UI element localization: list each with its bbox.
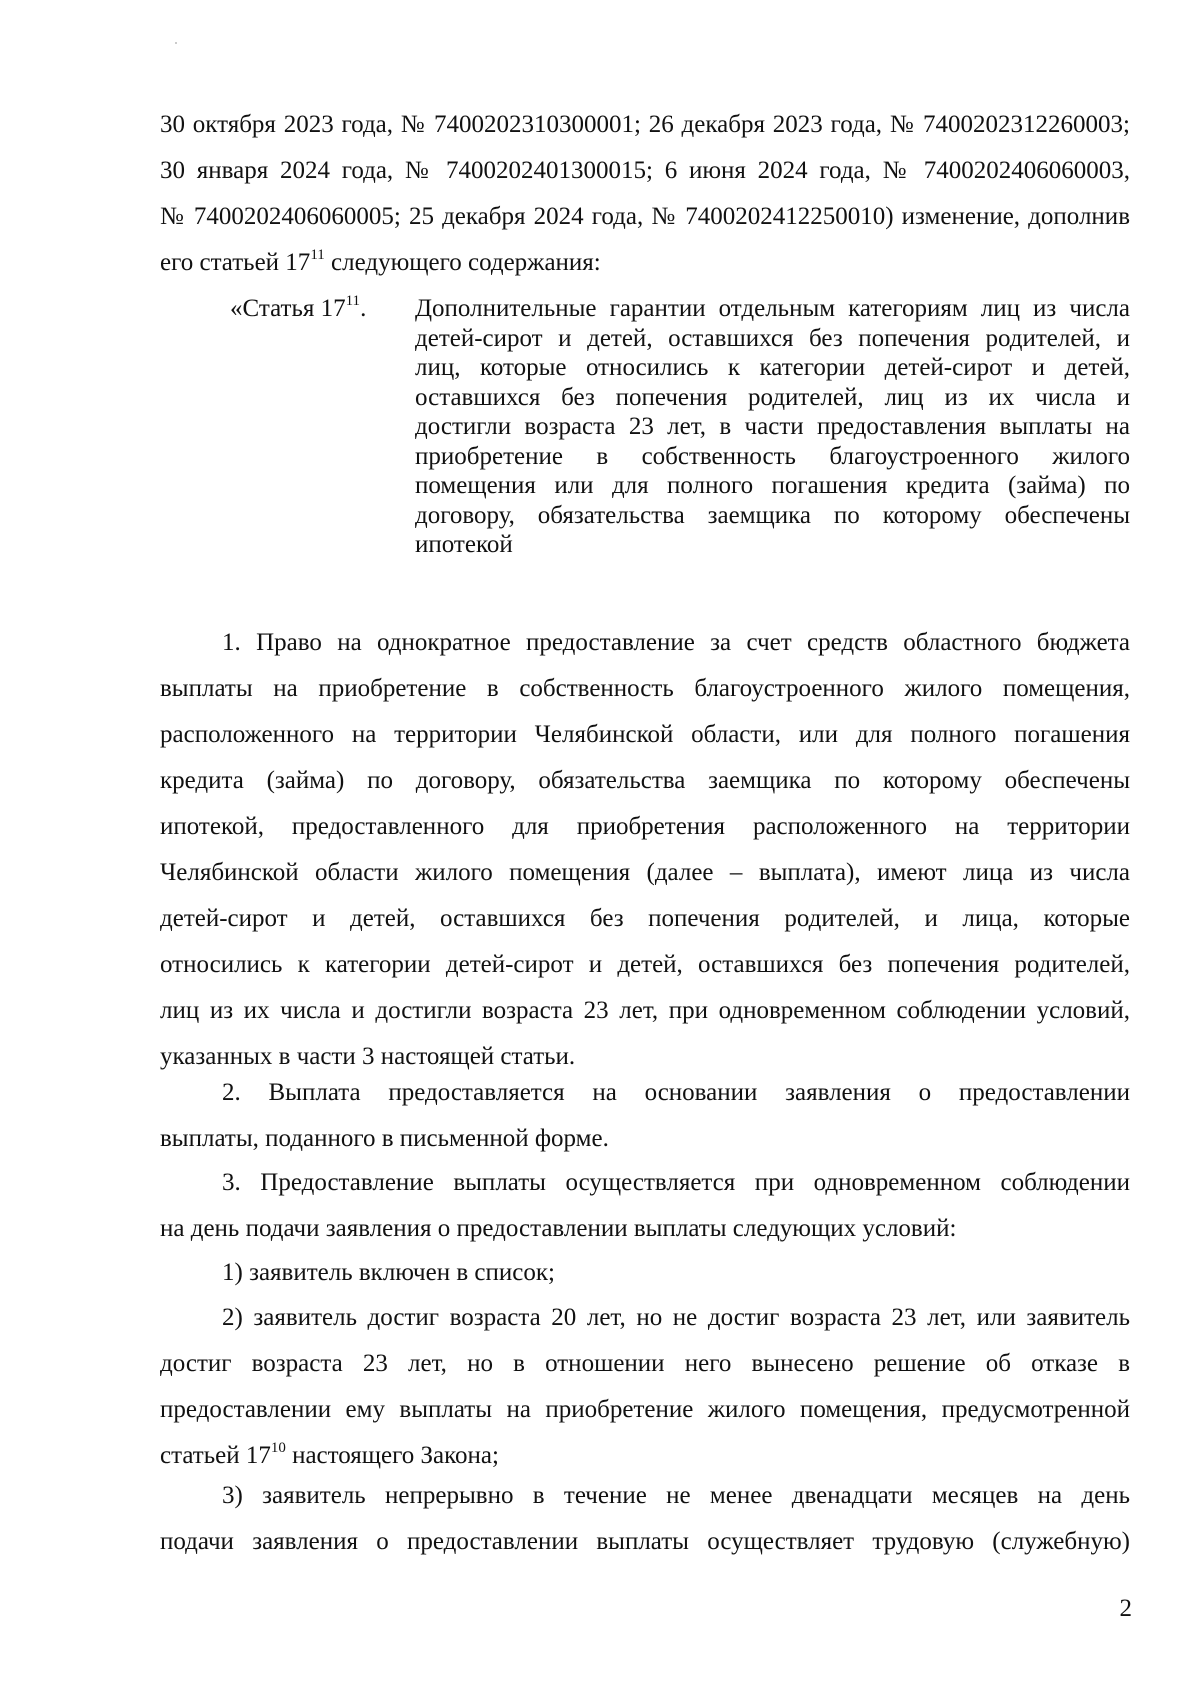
paragraph-line: выплаты на приобретение в собственность благоустроенного жилого помещения, (160, 675, 1130, 702)
paragraph-line: 3) заявитель непрерывно в течение не менее двенадцати месяцев на день (222, 1482, 1130, 1509)
intro-text: его статьей 17 (160, 249, 311, 276)
intro-line: 30 октября 2023 года, № 7400202310300001; 26 декабря 2023 года, № 7400202312260003; (160, 111, 1130, 138)
article-title-line: приобретение в собственность благоустроенного жилого (415, 442, 1130, 470)
scan-speck (175, 42, 177, 44)
paragraph-line: детей-сирот и детей, оставшихся без попечения родителей, и лица, которые (160, 905, 1130, 932)
article-title-line: достигли возраста 23 лет, в части предоставления выплаты на (415, 413, 1130, 440)
condition-item-1 (160, 1250, 1130, 1296)
article-title-line: ипотекой (415, 531, 513, 558)
article-title-line: помещения или для полного погашения кредита (займа) по (415, 472, 1130, 499)
paragraph-line: относились к категории детей-сирот и детей, оставшихся без попечения родителей, (160, 951, 1130, 978)
paragraph-line: 1) заявитель включен в список; (222, 1259, 555, 1286)
paragraph-line: предоставлении ему выплаты на приобретение жилого помещения, предусмотренной (160, 1396, 1130, 1423)
paragraph-line: достиг возраста 23 лет, но в отношении него вынесено решение об отказе в (160, 1350, 1130, 1377)
article-title-line: договору, обязательства заемщика по которому обеспечены (415, 501, 1130, 529)
paragraph-line: ипотекой, предоставленного для приобретения расположенного на территории (160, 813, 1130, 840)
article-title-line: лиц, которые относились к категории детей-сирот и детей, (415, 354, 1130, 381)
paragraph-3 (160, 1160, 1130, 1252)
intro-line (160, 240, 1130, 286)
article-label (230, 294, 366, 324)
page-number: 2 (1119, 1595, 1132, 1622)
paragraph-1 (160, 620, 1130, 1080)
article-label-text: . (360, 295, 367, 322)
paragraph-line: выплаты, поданного в письменной форме. (160, 1125, 609, 1152)
paragraph-line: на день подачи заявления о предоставлении выплаты следующих условий: (160, 1215, 957, 1242)
item-text: настоящего Закона; (285, 1442, 499, 1469)
intro-paragraph (160, 102, 1130, 286)
item-text: статьей 17 (160, 1442, 271, 1469)
paragraph-line: кредита (займа) по договору, обязательства заемщика по которому обеспечены (160, 767, 1130, 794)
paragraph-2 (160, 1070, 1130, 1162)
paragraph-line: 2) заявитель достиг возраста 20 лет, но не достиг возраста 23 лет, или заявитель (222, 1304, 1130, 1331)
paragraph-line: подачи заявления о предоставлении выплаты осуществляет трудовую (служебную) (160, 1528, 1130, 1555)
paragraph-line: расположенного на территории Челябинской области, или для полного погашения (160, 721, 1130, 748)
item-superscript: 10 (270, 1439, 286, 1456)
paragraph-line: 3. Предоставление выплаты осуществляется при одновременном соблюдении (222, 1169, 1130, 1196)
article-title-line: детей-сирот и детей, оставшихся без попечения родителей, и (415, 324, 1130, 352)
intro-line: № 7400202406060005; 25 декабря 2024 года, № 7400202412250010) изменение, дополнив (160, 203, 1130, 230)
intro-line: 30 января 2024 года, № 7400202401300015; 6 июня 2024 года, № 7400202406060003, (160, 157, 1130, 184)
article-title-line: оставшихся без попечения родителей, лиц из их числа и (415, 383, 1130, 411)
article-label-superscript: 11 (345, 292, 361, 309)
intro-superscript: 11 (310, 246, 325, 263)
paragraph-line: 1. Право на однократное предоставление за счет средств областного бюджета (222, 629, 1130, 656)
intro-text: следующего содержания: (324, 249, 601, 276)
condition-item-3 (160, 1473, 1130, 1565)
paragraph-line: лиц из их числа и достигли возраста 23 лет, при одновременном соблюдении условий, (160, 997, 1130, 1024)
article-title (415, 294, 1130, 560)
paragraph-line: указанных в части 3 настоящей статьи. (160, 1043, 576, 1070)
paragraph-line: 2. Выплата предоставляется на основании заявления о предоставлении (222, 1079, 1130, 1106)
paragraph-line: Челябинской области жилого помещения (далее – выплата), имеют лица из числа (160, 859, 1130, 886)
article-label-text: «Статья 17 (230, 295, 346, 322)
condition-item-2 (160, 1295, 1130, 1479)
article-title-line: Дополнительные гарантии отдельным категориям лиц из числа (415, 295, 1130, 322)
